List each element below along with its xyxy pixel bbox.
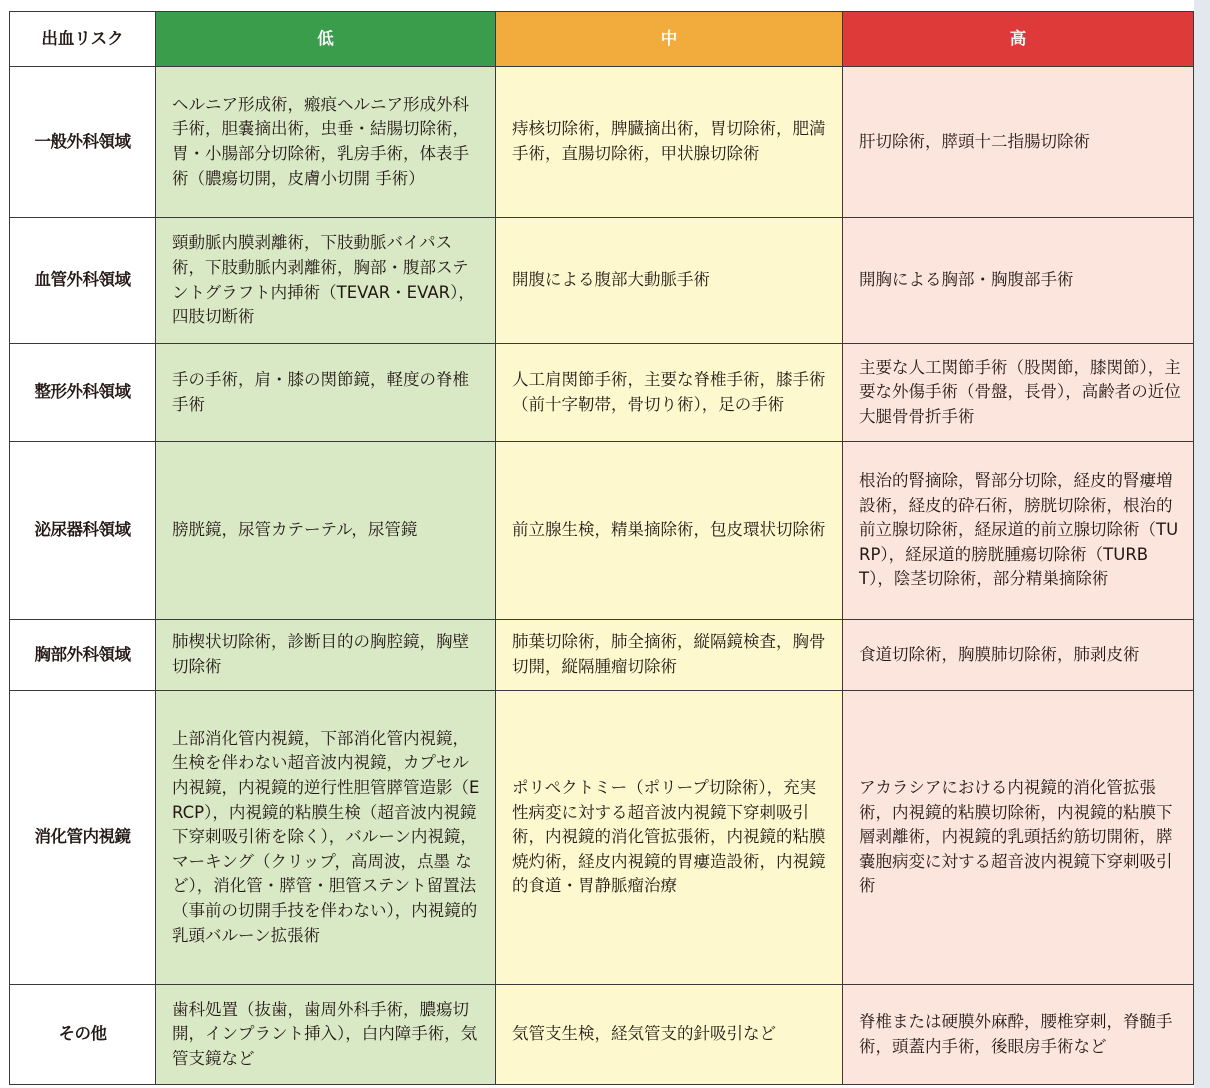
mid-risk-text: 気管支生検，経気管支的針吸引など (512, 1024, 776, 1044)
low-risk-cell (156, 691, 496, 985)
low-risk-cell (156, 218, 496, 344)
table-row (10, 442, 1194, 620)
domain-cell: 血管外科領域 (10, 218, 156, 344)
mid-risk-cell (496, 442, 843, 620)
high-risk-cell (843, 218, 1194, 344)
table-row (10, 67, 1194, 218)
mid-risk-text: 痔核切除術，脾臓摘出術，胃切除術，肥満手術，直腸切除術，甲状腺切除術 (512, 119, 826, 163)
mid-risk-cell (496, 691, 843, 985)
high-risk-cell (843, 344, 1194, 442)
domain-cell: 整形外科領域 (10, 344, 156, 442)
table-row (10, 620, 1194, 691)
bleeding-risk-table (9, 11, 1194, 1085)
mid-risk-text: 肺葉切除術，肺全摘術，縦隔鏡検査，胸骨切開，縦隔腫瘤切除術 (512, 632, 826, 676)
header-low: 低 (156, 12, 496, 67)
low-risk-text: 肺楔状切除術，診断目的の胸腔鏡，胸壁切除術 (172, 632, 469, 676)
high-risk-cell (843, 442, 1194, 620)
high-risk-text: アカラシアにおける内視鏡的消化管拡張術，内視鏡的粘膜切除術，内視鏡的粘膜下層剥離術，内視鏡的乳頭括約筋切開術，膵嚢胞病変に対する超音波内視鏡下穿刺吸引術 (859, 778, 1173, 896)
domain-cell: 一般外科領域 (10, 67, 156, 218)
domain-cell: 泌尿器科領域 (10, 442, 156, 620)
high-risk-text: 肝切除術，膵頭十二指腸切除術 (859, 131, 1090, 151)
high-risk-text: 食道切除術，胸膜肺切除術，肺剥皮術 (859, 644, 1140, 664)
low-risk-cell (156, 344, 496, 442)
table-row (10, 344, 1194, 442)
header-high: 高 (843, 12, 1194, 67)
low-risk-text: 膀胱鏡，尿管カテーテル，尿管鏡 (172, 520, 418, 540)
page-side-strip (1194, 0, 1210, 1088)
low-risk-text: 歯科処置（抜歯，歯周外科手術，膿瘍切開，インプラント挿入），白内障手術，気管支鏡など (172, 999, 478, 1068)
low-risk-text: 手の手術，肩・膝の関節鏡，軽度の脊椎手術 (172, 369, 469, 414)
mid-risk-cell (496, 67, 843, 218)
low-risk-text: 上部消化管内視鏡，下部消化管内視鏡，生検を伴わない超音波内視鏡，カプセル内視鏡，内視鏡的逆行性胆管膵管造影（ERCP），内視鏡的粘膜生検（超音波内視鏡下穿刺吸引術を除く），バルーン内視鏡，マーキング（クリップ，高周波，点墨 など），消化管・膵管・胆管ステント留置法（事前の切開手技を伴わない），内視鏡的乳頭バルーン拡張術 (172, 728, 480, 945)
table-row (10, 218, 1194, 344)
mid-risk-cell (496, 344, 843, 442)
domain-cell: 胸部外科領域 (10, 620, 156, 691)
low-risk-cell (156, 67, 496, 218)
high-risk-text: 脊椎または硬膜外麻酔，腰椎穿刺，脊髄手術，頭蓋内手術，後眼房手術など (859, 1011, 1173, 1056)
low-risk-text: 頸動脈内膜剥離術，下肢動脈バイパス術，下肢動脈内剥離術，胸部・腹部ステントグラフト内挿術（TEVAR・EVAR），四肢切断術 (172, 233, 475, 327)
low-risk-cell (156, 442, 496, 620)
mid-risk-text: 前立腺生検，精巣摘除術，包皮環状切除術 (512, 520, 826, 540)
low-risk-cell (156, 620, 496, 691)
table-row (10, 691, 1194, 985)
mid-risk-cell (496, 620, 843, 691)
high-risk-text: 開胸による胸部・胸腹部手術 (859, 270, 1074, 290)
low-risk-text: ヘルニア形成術，瘢痕ヘルニア形成外科手術，胆嚢摘出術，虫垂・結腸切除術，胃・小腸部分切除術，乳房手術，体表手術（膿瘍切開，皮膚小切開 手術） (172, 94, 469, 188)
mid-risk-cell (496, 985, 843, 1085)
high-risk-cell (843, 620, 1194, 691)
high-risk-text: 主要な人工関節手術（股関節，膝関節），主要な外傷手術（骨盤，長骨），高齢者の近位大腿骨骨折手術 (859, 357, 1181, 426)
high-risk-cell (843, 67, 1194, 218)
header-mid: 中 (496, 12, 843, 67)
domain-cell: その他 (10, 985, 156, 1085)
mid-risk-text: 開腹による腹部大動脈手術 (512, 270, 710, 290)
header-row (10, 12, 1194, 67)
mid-risk-text: ポリペクトミー（ポリープ切除術），充実性病変に対する超音波内視鏡下穿刺吸引術，内視鏡的消化管拡張術，内視鏡的粘膜焼灼術，経皮内視鏡的胃瘻造設術，内視鏡的食道・胃静脈瘤治療 (512, 778, 826, 896)
low-risk-cell (156, 985, 496, 1085)
mid-risk-cell (496, 218, 843, 344)
header-bleeding-risk: 出血リスク (10, 12, 156, 67)
mid-risk-text: 人工肩関節手術，主要な脊椎手術，膝手術（前十字靭帯，骨切り術），足の手術 (512, 369, 826, 414)
high-risk-text: 根治的腎摘除，腎部分切除，経皮的腎瘻増設術，経皮的砕石術，膀胱切除術，根治的前立腺切除術，経尿道的前立腺切除術（TURP），経尿道的膀胱腫瘍切除術（TURBT），陰茎切除術，部分精巣摘除術 (859, 471, 1179, 589)
domain-cell: 消化管内視鏡 (10, 691, 156, 985)
table-row (10, 985, 1194, 1085)
high-risk-cell (843, 691, 1194, 985)
high-risk-cell (843, 985, 1194, 1085)
